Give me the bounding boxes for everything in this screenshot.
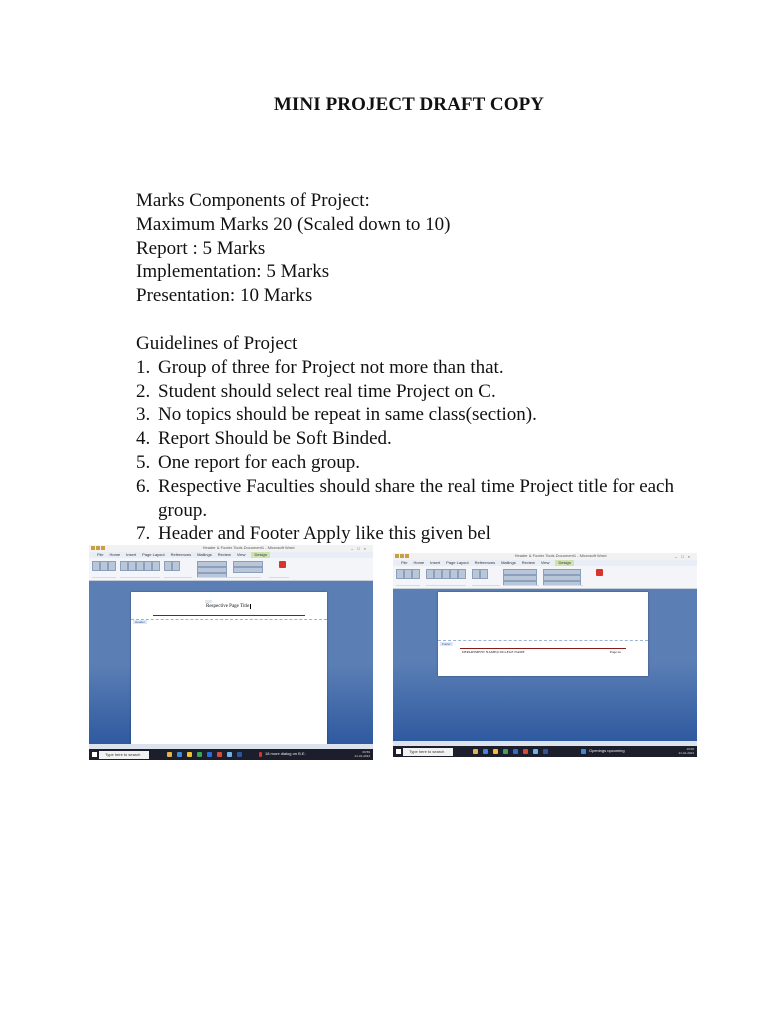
document-page — [131, 592, 327, 750]
footer-dashed-boundary — [438, 640, 648, 641]
list-text: No topics should be repeat in same class(section). — [158, 404, 537, 426]
taskbar-search: Type here to search — [99, 751, 149, 759]
taskbar-search: Type here to search — [403, 748, 453, 756]
marks-heading: Marks Components of Project: — [136, 190, 370, 211]
list-number: 7. — [136, 523, 151, 545]
window-controls: –□× — [351, 546, 370, 551]
header-text: Respective Page Title — [206, 604, 250, 609]
taskbar-clock: 10:00 21-01-2024 — [678, 747, 694, 755]
field-tag — [205, 600, 212, 603]
guidelines-heading: Guidelines of Project — [136, 333, 298, 354]
footer-left-text: DEPARTMENT NAME||COLLEGE NAME — [462, 650, 525, 654]
header-dashed-boundary — [131, 619, 327, 620]
list-text: Header and Footer Apply like this given bel — [158, 523, 491, 545]
taskbar-clock: 09:59 21-01-2024 — [354, 750, 370, 758]
windows-start-icon — [396, 749, 401, 754]
window-title: Header & Footer Tools Document1 - Microsoft Word — [514, 553, 607, 558]
list-item — [136, 403, 726, 427]
list-text: Respective Faculties should share the real time Project title for each group. — [158, 475, 674, 521]
list-text: Group of three for Project not more than that. — [158, 356, 504, 378]
list-number: 1. — [136, 356, 151, 378]
tab-design: Design — [555, 560, 573, 566]
taskbar — [89, 749, 373, 760]
document-page — [438, 592, 648, 676]
marks-line-implementation: Implementation: 5 Marks — [136, 261, 330, 283]
taskbar-notice: Openings upcoming — [589, 748, 625, 753]
list-item — [136, 380, 726, 404]
list-item — [136, 356, 726, 380]
marks-section — [136, 189, 451, 308]
list-item — [136, 522, 726, 546]
window-titlebar — [393, 553, 697, 560]
list-number: 5. — [136, 451, 151, 473]
quick-access-toolbar — [91, 546, 113, 551]
ribbon — [393, 566, 697, 589]
taskbar — [393, 746, 697, 757]
window-title: Header & Footer Tools Document1 - Microsoft Word — [202, 545, 295, 550]
quick-access-toolbar — [395, 554, 417, 559]
marks-line-presentation: Presentation: 10 Marks — [136, 285, 313, 307]
window-controls: –□× — [675, 554, 694, 559]
header-example-screenshot — [89, 545, 373, 760]
ribbon-tabs: File Home Insert Page Layout References Mailings Review View Design — [393, 560, 697, 566]
footer-right-text: Page no — [610, 650, 622, 654]
guidelines-list — [136, 356, 726, 546]
ribbon — [89, 558, 373, 581]
ribbon-tabs: File Home Insert Page Layout References Mailings Review View Design — [89, 552, 373, 558]
list-text: One report for each group. — [158, 451, 361, 473]
list-text: Report Should be Soft Binded. — [158, 428, 392, 450]
list-item — [136, 451, 726, 475]
window-titlebar — [89, 545, 373, 552]
windows-start-icon — [92, 752, 97, 757]
marks-line-report: Report : 5 Marks — [136, 237, 266, 259]
list-number: 2. — [136, 380, 151, 402]
list-item — [136, 475, 726, 523]
footer-line — [460, 648, 626, 649]
header-line — [153, 615, 305, 616]
footer-example-screenshot — [393, 553, 697, 757]
footer-tag: Footer — [442, 642, 451, 646]
list-number: 6. — [136, 475, 151, 497]
list-item — [136, 427, 726, 451]
page-title: MINI PROJECT DRAFT COPY — [273, 94, 545, 115]
list-number: 3. — [136, 404, 151, 426]
guidelines-section — [136, 332, 726, 546]
taskbar-notice: 18 more dialog on B.E. — [265, 751, 306, 756]
list-number: 4. — [136, 428, 151, 450]
tab-design: Design — [251, 552, 269, 558]
list-text: Student should select real time Project on C. — [158, 380, 496, 402]
marks-line-max: Maximum Marks 20 (Scaled down to 10) — [136, 213, 451, 235]
header-tag: Header — [135, 620, 145, 624]
